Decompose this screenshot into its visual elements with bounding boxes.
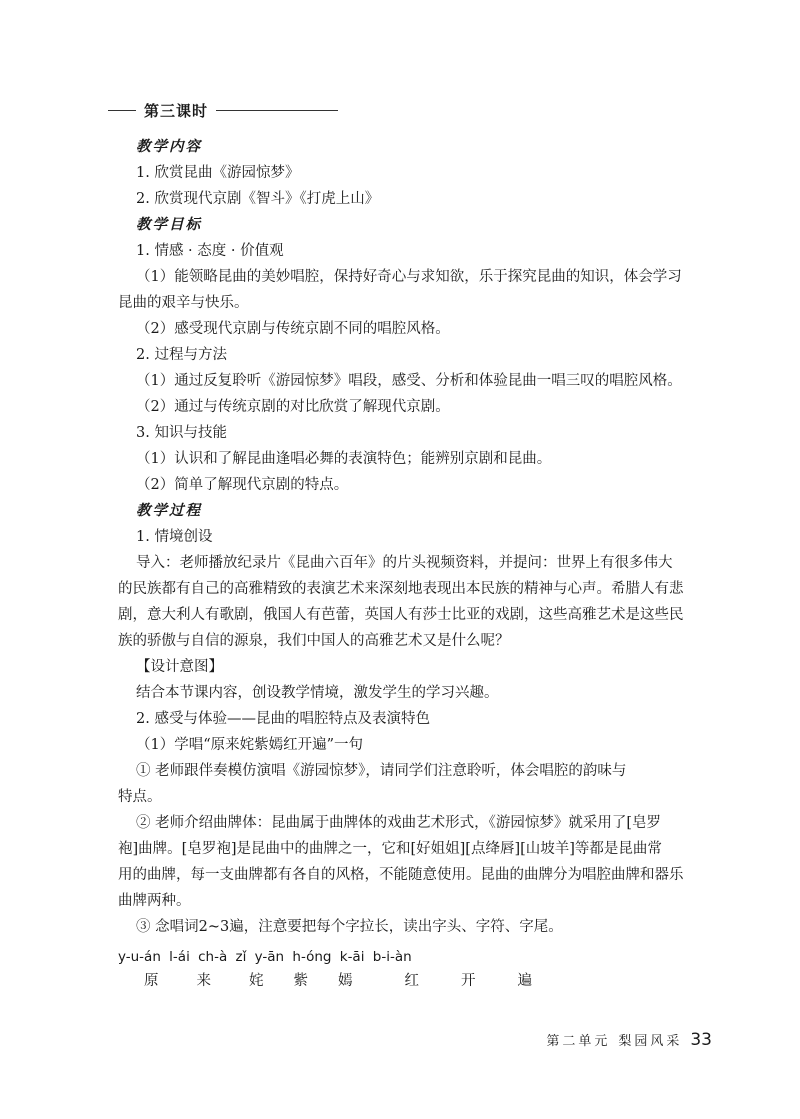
text-line: （1）通过反复聆听《游园惊梦》唱段，感受、分析和体验昆曲一唱三叹的唱腔风格。	[136, 373, 682, 389]
text-line: 3. 知识与技能	[136, 425, 227, 441]
heading-rule-right	[216, 110, 338, 111]
text-line: （2）感受现代京剧与传统京剧不同的唱腔风格。	[136, 321, 450, 337]
text-line: 2. 感受与体验——昆曲的唱腔特点及表演特色	[136, 711, 430, 727]
text-line: 【设计意图】	[136, 659, 223, 675]
subheading: 教学目标	[136, 216, 202, 233]
text-line: 的民族都有自己的高雅精致的表演艺术来深刻地表现出本民族的精神与心声。希腊人有悲	[118, 581, 684, 597]
text-line: 2. 过程与方法	[136, 347, 227, 363]
text-line: （2）通过与传统京剧的对比欣赏了解现代京剧。	[136, 399, 450, 415]
subheading: 教学过程	[136, 502, 202, 519]
text-line: 用的曲牌，每一支曲牌都有各自的风格，不能随意使用。昆曲的曲牌分为唱腔曲牌和器乐	[118, 867, 684, 883]
hanzi-char: 遍	[517, 973, 532, 989]
heading-rule-left	[108, 110, 136, 111]
text-line: 结合本节课内容，创设教学情境，激发学生的学习兴趣。	[136, 685, 499, 701]
page-footer	[546, 1030, 712, 1050]
text-line: 1. 情境创设	[136, 529, 213, 545]
text-line: 2. 欣赏现代京剧《智斗》《打虎上山》	[136, 191, 380, 207]
hanzi-line	[118, 968, 698, 994]
hanzi-char: 紫	[293, 973, 308, 989]
text-line: 族的骄傲与自信的源泉，我们中国人的高雅艺术又是什么呢？	[118, 633, 510, 649]
text-line: 1. 情感 · 态度 · 价值观	[136, 243, 284, 259]
page-number: 33	[690, 1030, 712, 1050]
text-lines	[118, 134, 698, 940]
section-title: 第三课时	[144, 102, 209, 120]
text-line: 袍]曲牌。[皂罗袍]是昆曲中的曲牌之一，它和[好姐姐][点绛唇][山坡羊]等都是昆曲常	[118, 841, 662, 857]
hanzi-char: 姹	[249, 973, 264, 989]
hanzi-char: 来	[196, 973, 211, 989]
text-line: 剧，意大利人有歌剧，俄国人有芭蕾，英国人有莎士比亚的戏剧，这些高雅艺术是这些民	[118, 607, 684, 623]
hanzi-char: 嫣	[338, 973, 353, 989]
text-line: 1. 欣赏昆曲《游园惊梦》	[136, 165, 300, 181]
text-line: 曲牌两种。	[118, 893, 191, 909]
text-line: ③ 念唱词2~3遍，注意要把每个字拉长，读出字头、字符、字尾。	[136, 919, 563, 935]
text-line: 导入：老师播放纪录片《昆曲六百年》的片头视频资料，并提问：世界上有很多伟大	[136, 555, 673, 571]
text-line: 昆曲的艰辛与快乐。	[118, 295, 249, 311]
lesson-body	[118, 134, 698, 994]
text-line: （2）简单了解现代京剧的特点。	[136, 477, 349, 493]
footer-unit: 第二单元	[546, 1034, 611, 1049]
section-heading	[108, 100, 338, 121]
text-line: ① 老师跟伴奏模仿演唱《游园惊梦》，请同学们注意聆听，体会唱腔的韵味与	[136, 763, 627, 779]
text-line: （1）认识和了解昆曲逢唱必舞的表演特色；能辨别京剧和昆曲。	[136, 451, 552, 467]
hanzi-char: 开	[461, 973, 476, 989]
text-line: ② 老师介绍曲牌体：昆曲属于曲牌体的戏曲艺术形式，《游园惊梦》就采用了[皂罗	[136, 815, 662, 831]
text-line: （1）能领略昆曲的美妙唱腔，保持好奇心与求知欲，乐于探究昆曲的知识，体会学习	[136, 269, 682, 285]
text-line: 特点。	[118, 789, 162, 805]
pinyin-line: y-u-án l-ái ch-à zǐ y-ān h-óng k-āi b-i-àn	[118, 949, 412, 965]
subheading: 教学内容	[136, 138, 202, 155]
hanzi-char: 原	[144, 973, 159, 989]
text-line: （1）学唱“原来姹紫嫣红开遍”一句	[136, 737, 364, 753]
footer-theme: 梨园风采	[618, 1034, 683, 1049]
hanzi-char: 红	[404, 973, 419, 989]
